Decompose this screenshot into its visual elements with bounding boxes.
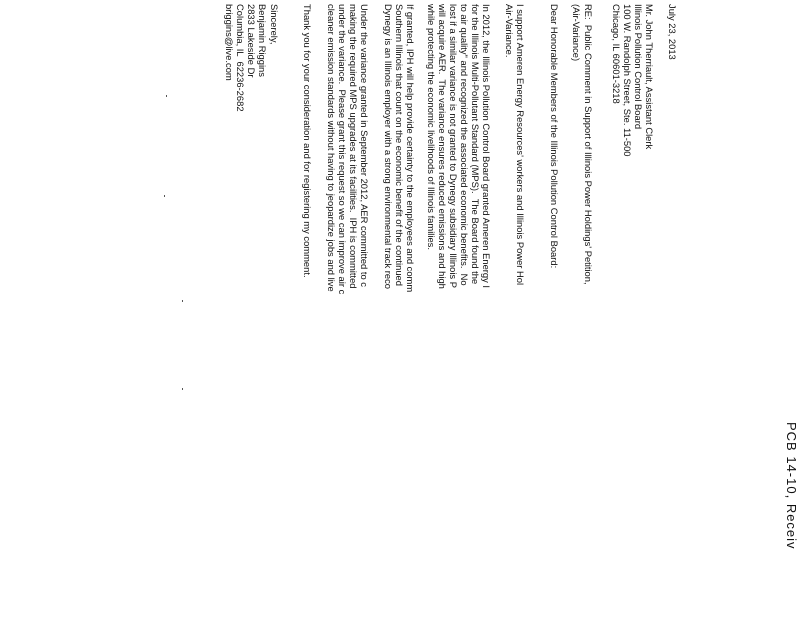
- paragraph-line: cleaner emission standards without having to jeopardize jobs and live: [326, 4, 337, 292]
- paragraph-line: for the Illinois Multi-Pollutant Standard (MPS). The Board found the: [470, 4, 481, 285]
- paragraph-line: lost if a similar variance is not granted to Dynegy subsidiary Illinois P: [448, 4, 459, 288]
- recipient-line: Chicago, IL 60601-3218: [611, 4, 622, 104]
- paragraph-line: will acquire AER. The variance ensures reduced emissions and high: [437, 4, 448, 289]
- salutation: Dear Honorable Members of the Illinois Pollution Control Board:: [549, 4, 560, 269]
- scan-speck: [182, 300, 183, 302]
- paragraph-line: In 2012, the Illinois Pollution Control Board granted Ameren Energy I: [481, 4, 492, 289]
- scan-speck: [164, 195, 165, 197]
- subject-text: (Air-Variance): [571, 4, 582, 62]
- paragraph-line: making the required MPS upgrades at its facilities. IPH is committed: [348, 4, 359, 289]
- paragraph-line: while protecting the economic livelihoods of Illinois families.: [426, 4, 437, 250]
- closing-line: Thank you for your consideration and for registering my comment.: [302, 4, 313, 278]
- scan-speck: [182, 388, 183, 390]
- subject-text: RE: Public Comment in Support of Illinois Power Holdings' Petition,: [583, 4, 594, 285]
- signoff: Sincerely,: [269, 4, 280, 45]
- paragraph-line: If granted, IPH will help provide certainty to the employees and comm: [405, 4, 416, 293]
- paragraph-line: to air quality" and recognized the associated economic benefits. No: [459, 4, 470, 286]
- signature-street: 2833 Lakeside Dr: [246, 4, 257, 78]
- signature-email: briggins@live.com: [224, 4, 235, 81]
- letter-date: July 23, 2013: [667, 4, 678, 60]
- scan-speck: [166, 95, 167, 97]
- recipient-line: Mr. John Therriault, Assistant Clerk: [644, 4, 655, 150]
- received-stamp: PCB 14-10, Receiv: [784, 422, 799, 550]
- paragraph-line: Southern Illinois that count on the economic benefit of the continued: [394, 4, 405, 286]
- recipient-line: 100 W. Randolph Street, Ste. 11-500: [622, 4, 633, 157]
- paragraph-line: Under the variance granted in September 2012, AER committed to c: [359, 4, 370, 287]
- paragraph-line: I support Ameren Energy Resources' workers and Illinois Power Hol: [515, 4, 526, 286]
- signature-city: Columbia, IL 62236-2682: [235, 4, 246, 112]
- recipient-address: [611, 0, 721, 618]
- paragraph-line: under the variance. Please grant this request so we can improve air c: [337, 4, 348, 295]
- paragraph-line: Dynegy is an Illinois employer with a strong environmental track reco: [383, 4, 394, 290]
- paragraph-line: Air-Variance.: [504, 4, 515, 58]
- signature-block: [16, 0, 268, 618]
- signature-name: Benjamin Riggins: [257, 4, 268, 77]
- recipient-line: Illinois Pollution Control Board: [633, 4, 644, 130]
